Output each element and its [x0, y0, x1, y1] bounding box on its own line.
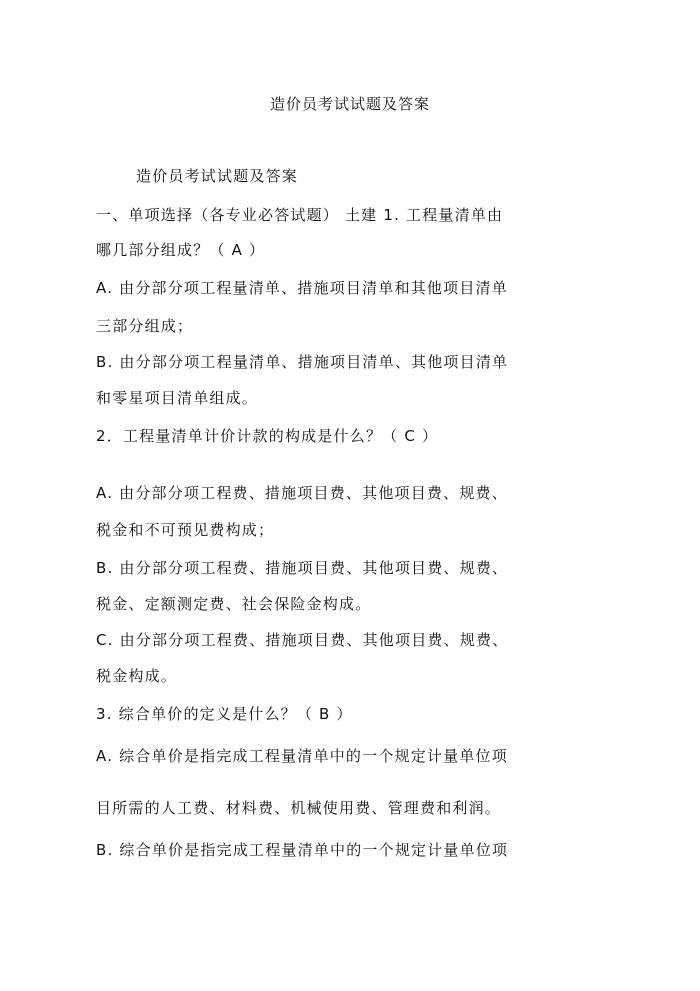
question-3-option-a-line-1: A. 综合单价是指完成工程量清单中的一个规定计量单位项 [96, 747, 508, 765]
section-heading: 造价员考试试题及答案 [136, 167, 299, 185]
question-2-option-b-line-1: B. 由分部分项工程费、措施项目费、其他项目费、规费、 [96, 559, 509, 577]
question-1-option-b-line-2: 和零星项目清单组成。 [96, 389, 259, 407]
question-1-option-a-line-1: A. 由分部分项工程量清单、措施项目清单和其他项目清单 [96, 279, 508, 297]
question-1-line-1: 一、单项选择（各专业必答试题） 土建 1. 工程量清单由 [96, 206, 504, 224]
question-2-option-b-line-2: 税金、定额测定费、社会保险金构成。 [96, 595, 372, 613]
question-2-option-a-line-1: A. 由分部分项工程费、措施项目费、其他项目费、规费、 [96, 484, 508, 502]
question-1-option-b-line-1: B. 由分部分项工程量清单、措施项目清单、其他项目清单 [96, 353, 509, 371]
page-title: 造价员考试试题及答案 [269, 95, 430, 113]
question-2-option-a-line-2: 税金和不可预见费构成； [96, 521, 275, 539]
question-2-option-c-line-1: C. 由分部分项工程费、措施项目费、其他项目费、规费、 [96, 631, 509, 649]
question-2-line: 2．工程量清单计价计款的构成是什么？（ C ） [96, 427, 439, 445]
question-3-option-b-line-1: B. 综合单价是指完成工程量清单中的一个规定计量单位项 [96, 841, 509, 859]
question-1-option-a-line-2: 三部分组成； [96, 317, 194, 335]
question-3-line: 3. 综合单价的定义是什么？（ B ） [96, 705, 353, 723]
question-3-option-a-line-2: 目所需的人工费、材料费、机械使用费、管理费和利润。 [96, 799, 502, 817]
question-2-option-c-line-2: 税金构成。 [96, 667, 178, 685]
question-1-line-2: 哪几部分组成？（ A ） [96, 241, 266, 259]
